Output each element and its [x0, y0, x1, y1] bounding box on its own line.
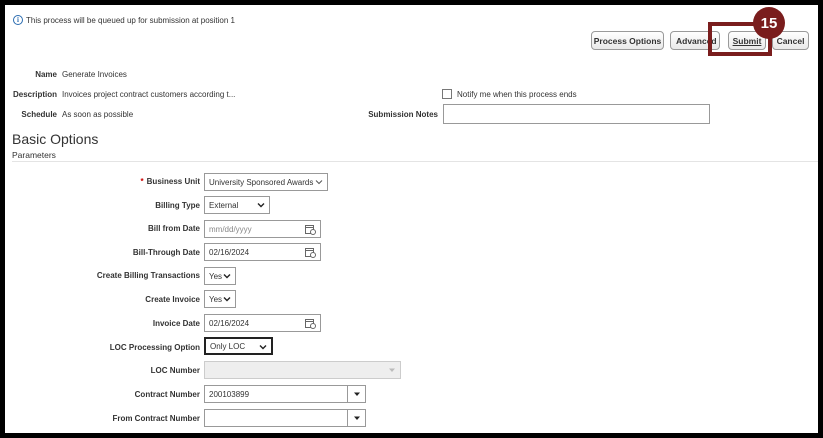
calendar-icon[interactable] [305, 247, 316, 258]
billing-type-label: Billing Type [155, 201, 200, 210]
from-contract-number-dropdown-button[interactable] [347, 410, 365, 426]
chevron-down-icon [257, 201, 265, 209]
create-invoice-label: Create Invoice [145, 295, 200, 304]
basic-options-heading: Basic Options [12, 131, 99, 147]
description-label: Description [12, 90, 57, 99]
loc-processing-option-select[interactable]: Only LOC [204, 337, 273, 355]
create-billing-transactions-select[interactable]: Yes [204, 267, 236, 285]
bill-through-date-label: Bill-Through Date [132, 248, 200, 257]
contract-number-label: Contract Number [134, 390, 200, 399]
chevron-down-icon [259, 343, 267, 351]
name-label: Name [35, 70, 57, 79]
bill-through-date-input[interactable]: 02/16/2024 [204, 243, 321, 261]
process-options-button[interactable]: Process Options [591, 31, 664, 50]
notify-label: Notify me when this process ends [457, 90, 577, 99]
parameters-subheading: Parameters [12, 150, 56, 160]
section-divider [12, 161, 818, 162]
info-message-text: This process will be queued up for submission at position 1 [26, 15, 235, 25]
invoice-date-input[interactable]: 02/16/2024 [204, 314, 321, 332]
required-indicator: * [140, 177, 144, 186]
notify-checkbox[interactable] [442, 89, 452, 99]
submission-notes-input[interactable] [443, 104, 710, 124]
chevron-down-icon [223, 272, 231, 280]
process-submission-page [5, 5, 818, 433]
caret-down-icon [353, 390, 361, 398]
cancel-button[interactable]: Cancel [772, 31, 809, 50]
caret-down-icon [353, 414, 361, 422]
calendar-icon[interactable] [305, 224, 316, 235]
business-unit-select[interactable]: University Sponsored Awards [204, 173, 328, 191]
invoice-date-label: Invoice Date [152, 319, 200, 328]
create-invoice-select[interactable]: Yes [204, 290, 236, 308]
chevron-down-icon [223, 295, 231, 303]
contract-number-dropdown-button[interactable] [347, 386, 365, 402]
advanced-button[interactable]: Advanced [670, 31, 720, 50]
callout-step-badge: 15 [753, 7, 785, 39]
submission-notes-label: Submission Notes [368, 110, 438, 119]
bill-from-date-input[interactable]: mm/dd/yyyy [204, 220, 321, 238]
submit-button[interactable]: Submit [728, 31, 766, 50]
create-billing-transactions-label: Create Billing Transactions [96, 271, 200, 280]
schedule-label: Schedule [21, 110, 57, 119]
info-message [13, 15, 235, 25]
billing-type-select[interactable]: External [204, 196, 270, 214]
contract-number-input[interactable]: 200103899 [204, 385, 366, 403]
from-contract-number-input[interactable] [204, 409, 366, 427]
loc-number-select [204, 361, 401, 379]
schedule-value: As soon as possible [62, 110, 134, 119]
loc-processing-option-label: LOC Processing Option [109, 343, 200, 352]
description-value: Invoices project contract customers according t... [62, 90, 236, 99]
business-unit-label: * Business Unit [140, 177, 200, 186]
chevron-down-icon [315, 178, 323, 186]
name-value: Generate Invoices [62, 70, 127, 79]
calendar-icon[interactable] [305, 318, 316, 329]
bill-from-date-label: Bill from Date [147, 224, 200, 233]
caret-down-icon [388, 366, 396, 374]
from-contract-number-label: From Contract Number [112, 414, 200, 423]
info-icon: i [13, 15, 23, 25]
loc-number-label: LOC Number [150, 366, 200, 375]
